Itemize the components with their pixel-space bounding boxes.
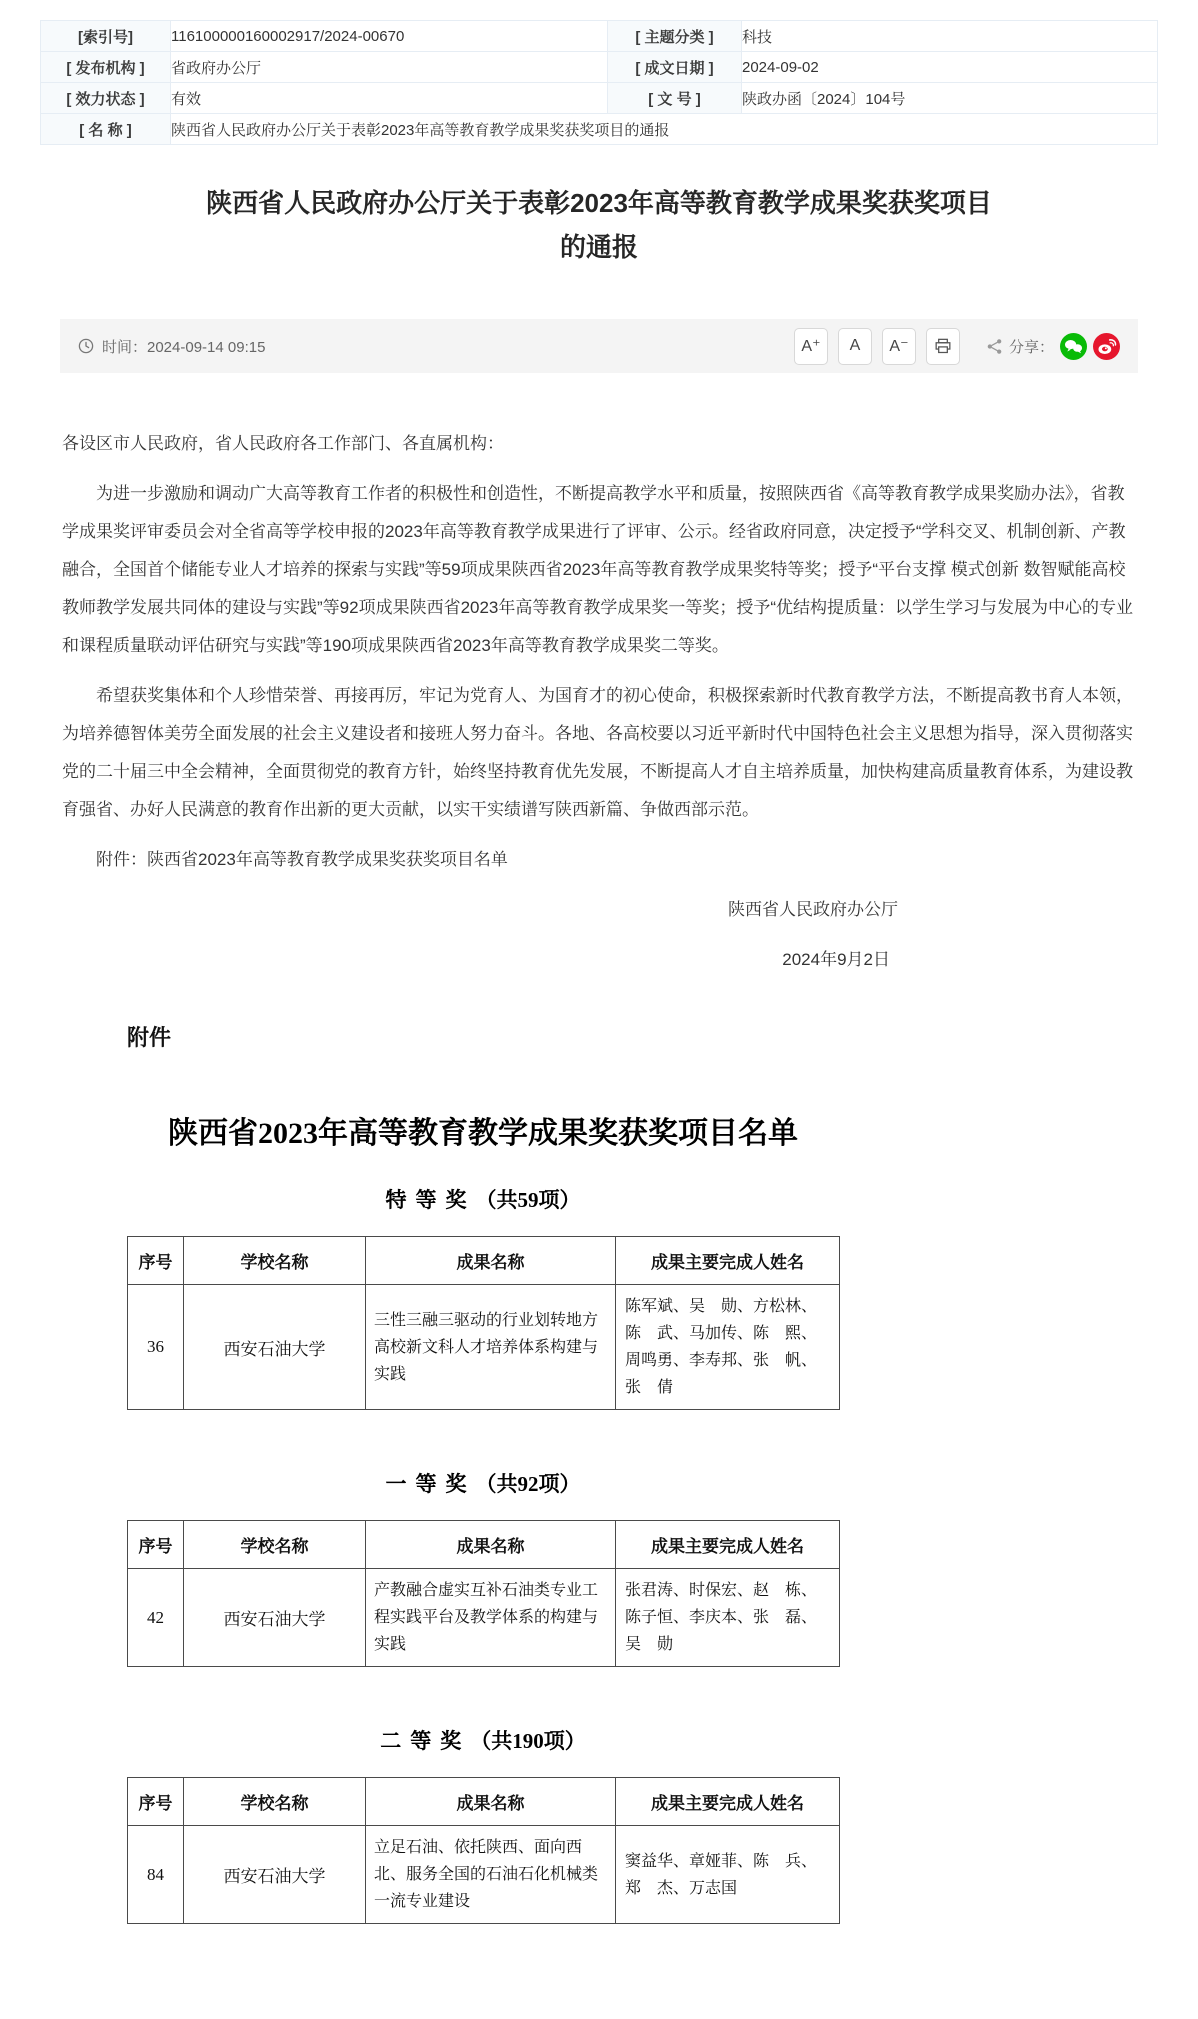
attachment-section	[127, 1021, 839, 1924]
article-body	[62, 425, 1136, 979]
award-heading-first	[127, 1468, 839, 1498]
table-header-row	[128, 1237, 840, 1285]
row-school: 西安石油大学	[184, 1569, 366, 1667]
name-value: 陕西省人民政府办公厅关于表彰2023年高等教育教学成果奖获奖项目的通报	[171, 114, 1158, 145]
table-row	[41, 114, 1158, 145]
table-row	[41, 21, 1158, 52]
col-people: 成果主要完成人姓名	[616, 1778, 840, 1826]
row-school: 西安石油大学	[184, 1285, 366, 1410]
topic-label: [ 主题分类 ]	[608, 21, 742, 52]
award-name: 二等奖	[380, 1729, 471, 1753]
validity-label: [ 效力状态 ]	[41, 83, 171, 114]
font-normal-button[interactable]: A	[838, 328, 872, 365]
row-no: 42	[128, 1569, 184, 1667]
docnum-value: 陕政办函〔2024〕104号	[742, 83, 1158, 114]
award-table-second	[127, 1777, 840, 1924]
table-row	[41, 83, 1158, 114]
col-achievement: 成果名称	[366, 1778, 616, 1826]
share-label: 分享：	[1008, 338, 1054, 356]
index-label: [索引号]	[41, 21, 171, 52]
row-people: 张君涛、时保宏、赵 栋、陈子恒、李庆本、张 磊、吴 勋	[616, 1569, 840, 1667]
wechat-icon[interactable]	[1060, 333, 1087, 360]
col-no: 序号	[128, 1521, 184, 1569]
signer: 陕西省人民政府办公厅	[728, 900, 898, 919]
weibo-icon[interactable]	[1093, 333, 1120, 360]
col-achievement: 成果名称	[366, 1237, 616, 1285]
col-school: 学校名称	[184, 1778, 366, 1826]
validity-value: 有效	[171, 83, 608, 114]
agency-value: 省政府办公厅	[171, 52, 608, 83]
issue-date-value: 2024-09-02	[742, 52, 1158, 83]
table-row	[41, 52, 1158, 83]
table-header-row	[128, 1778, 840, 1826]
row-achievement: 三性三融三驱动的行业划转地方高校新文科人才培养体系构建与实践	[366, 1285, 616, 1410]
award-name: 特等奖	[385, 1188, 476, 1212]
award-table-first	[127, 1520, 840, 1667]
row-achievement: 产教融合虚实互补石油类专业工程实践平台及教学体系的构建与实践	[366, 1569, 616, 1667]
index-value: 116100000160002917/2024-00670	[171, 21, 608, 52]
col-people: 成果主要完成人姓名	[616, 1237, 840, 1285]
sign-date: 2024年9月2日	[782, 950, 890, 969]
attachment-label: 附件	[127, 1025, 172, 1050]
award-count: （共190项）	[470, 1729, 586, 1753]
issue-date-label: [ 成文日期 ]	[608, 52, 742, 83]
col-school: 学校名称	[184, 1521, 366, 1569]
name-label: [ 名 称 ]	[41, 114, 171, 145]
bottom-spacer	[0, 1924, 1198, 2019]
attachment-title: 陕西省2023年高等教育教学成果奖获奖项目名单	[168, 1117, 798, 1150]
col-achievement: 成果名称	[366, 1521, 616, 1569]
salutation: 各设区市人民政府，省人民政府各工作部门、各直属机构：	[62, 434, 504, 453]
award-count: （共59项）	[475, 1188, 581, 1212]
table-header-row	[128, 1521, 840, 1569]
font-smaller-button[interactable]: A⁻	[882, 328, 916, 365]
docnum-label: [ 文 号 ]	[608, 83, 742, 114]
metadata-table	[40, 20, 1158, 145]
award-heading-special	[127, 1184, 839, 1214]
award-count: （共92项）	[475, 1472, 581, 1496]
toolbar	[60, 319, 1138, 373]
row-no: 84	[128, 1826, 184, 1924]
table-row	[128, 1285, 840, 1410]
col-no: 序号	[128, 1237, 184, 1285]
agency-label: [ 发布机构 ]	[41, 52, 171, 83]
row-people: 陈军斌、吴 勋、方松林、陈 武、马加传、陈 熙、周鸣勇、李寿邦、张 帆、张 倩	[616, 1285, 840, 1410]
row-no: 36	[128, 1285, 184, 1410]
print-button[interactable]	[926, 328, 960, 365]
col-people: 成果主要完成人姓名	[616, 1521, 840, 1569]
col-school: 学校名称	[184, 1237, 366, 1285]
award-heading-second	[127, 1725, 839, 1755]
paragraph-hope: 希望获奖集体和个人珍惜荣誉、再接再厉，牢记为党育人、为国育才的初心使命，积极探索新时代教育教学方法，不断提高教书育人本领，为培养德智体美劳全面发展的社会主义建设者和接班人努力奋斗。各地、各高校要以习近平新时代中国特色社会主义思想为指导，深入贯彻落实党的二十届三中全会精神，全面贯彻党的教育方针，始终坚持教育优先发展，不断提高人才自主培养质量，加快构建高质量教育体系，为建设教育强省、办好人民满意的教育作出新的更大贡献，以实干实绩谱写陕西新篇、争做西部示范。	[62, 686, 1133, 819]
font-larger-button[interactable]: A⁺	[794, 328, 828, 365]
publish-time: 时间：2024-09-14 09:15	[102, 338, 266, 356]
clock-icon	[78, 338, 94, 354]
table-row	[128, 1569, 840, 1667]
col-no: 序号	[128, 1778, 184, 1826]
attachment-reference: 附件：陕西省2023年高等教育教学成果奖获奖项目名单	[96, 850, 508, 869]
share-icon	[986, 338, 1003, 355]
table-row	[128, 1826, 840, 1924]
row-achievement: 立足石油、依托陕西、面向西北、服务全国的石油石化机械类一流专业建设	[366, 1826, 616, 1924]
row-people: 窦益华、章娅菲、陈 兵、郑 杰、万志国	[616, 1826, 840, 1924]
award-name: 一等奖	[385, 1472, 476, 1496]
award-table-special	[127, 1236, 840, 1410]
page-title: 陕西省人民政府办公厅关于表彰2023年高等教育教学成果奖获奖项目的通报	[206, 188, 992, 262]
paragraph-awards: 为进一步激励和调动广大高等教育工作者的积极性和创造性，不断提高教学水平和质量，按照陕西省《高等教育教学成果奖励办法》，省教学成果奖评审委员会对全省高等学校申报的2023年高等教育教学成果进行了评审、公示。经省政府同意，决定授予“学科交叉、机制创新、产教融合，全国首个储能专业人才培养的探索与实践”等59项成果陕西省2023年高等教育教学成果奖特等奖；授予“平台支撑 模式创新 数智赋能高校教师教学发展共同体的建设与实践”等92项成果陕西省2023年高等教育教学成果奖一等奖；授予“优结构提质量：以学生学习与发展为中心的专业和课程质量联动评估研究与实践”等190项成果陕西省2023年高等教育教学成果奖二等奖。	[62, 484, 1134, 655]
row-school: 西安石油大学	[184, 1826, 366, 1924]
topic-value: 科技	[742, 21, 1158, 52]
printer-icon	[934, 337, 952, 355]
